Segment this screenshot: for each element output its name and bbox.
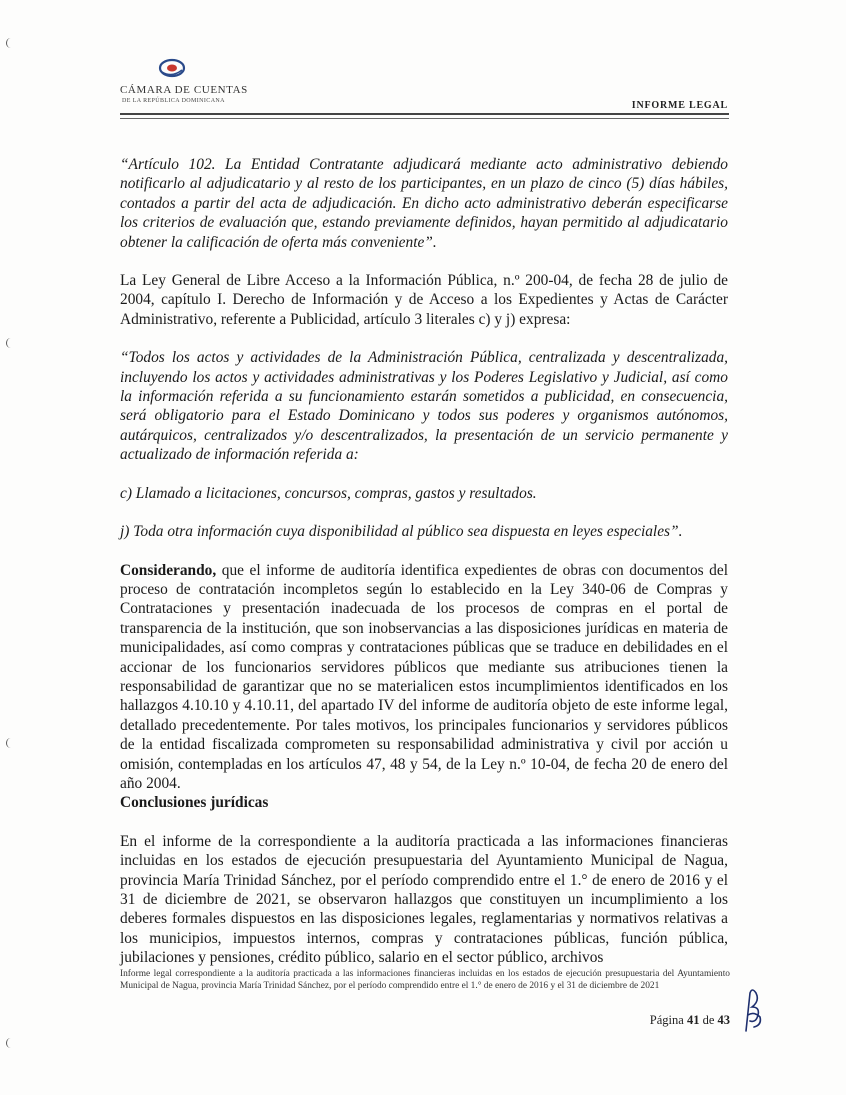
page-prefix: Página	[649, 1013, 687, 1027]
document-body	[120, 155, 728, 968]
institution-subtitle: DE LA REPÚBLICA DOMINICANA	[122, 98, 225, 104]
paragraph-law-200-04: La Ley General de Libre Acceso a la Información Pública, n.º 200-04, de fecha 28 de julio de 2004, capítulo I. Derecho de Información y de Acceso a los Expedientes y Actas de Carácter Administrativo, referente a Publicidad, artículo 3 literales c) y j) expresa:	[120, 272, 728, 328]
paragraph-considerando	[120, 561, 728, 794]
quote-article-3: “Todos los actos y actividades de la Administración Pública, centralizada y descentralizada, incluyendo los actos y actividades administrativas y los Poderes Legislativo y Judicial, así como la información referida a su funcionamiento estarán sometidos a publicidad, en consecuencia, será obligatorio para el Estado Dominicano y todos sus poderes y organismos autónomos, autárquicos, centralizados y/o descentralizados, la presentación de un servicio permanente y actualizado de información referida a:	[120, 349, 728, 464]
page-total: 43	[717, 1013, 730, 1027]
header-rule	[120, 113, 729, 115]
page-number	[650, 1013, 730, 1028]
paragraph-conclusion: En el informe de la correspondiente a la auditoría practicada a las informaciones financieras incluidas en los estados de ejecución presupuestaria del Ayuntamiento Municipal de Nagua, provincia María Trinidad Sánchez, por el período comprendido entre el 1.° de enero de 2016 y el 31 de diciembre de 2021, se observaron hallazgos que constituyen un incumplimiento a los deberes formales dispuestos en las disposiciones legales, reglamentarias y normativos relativas a los municipios, impuestos internos, compras y contrataciones públicas, función pública, jubilaciones y pensiones, crédito público, salario en el sector público, archivos	[120, 832, 728, 967]
considerando-label: Considerando,	[120, 561, 217, 579]
header-rule-thin	[120, 118, 729, 119]
page-current: 41	[686, 1013, 700, 1027]
quote-item-j: j) Toda otra información cuya disponibilidad al público sea dispuesta en leyes especiales”.	[120, 523, 683, 541]
page-mid: de	[699, 1013, 718, 1027]
handwritten-initials-icon	[740, 985, 764, 1035]
considerando-text: que el informe de auditoría identifica expedientes de obras con documentos del proceso de contratación incompletos según lo establecido en la Ley 340-06 de Compras y Contrataciones y presentación inadecuada de los procesos de compras en el portal de transparencia de la institución, que son inobservancias a las disposiciones jurídicas en materia de municipalidades, así como compras y contrataciones públicas que se traduce en debilidades en el accionar de los funcionarios servidores públicos que mediante sus atribuciones tienen la responsabilidad de garantizar que no se materialicen estos incumplimientos identificados en los hallazgos 4.10.10 y 4.10.11, del apartado IV del informe de auditoría objeto de este informe legal, detallado precedentemente. Por tales motivos, los principales funcionarios y servidores públicos de la entidad fiscalizada comprometen su responsabilidad administrativa y civil por acción u omisión, contempladas en los artículos 47, 48 y 54, de la Ley n.º 10-04, de fecha 20 de enero del año 2004.	[120, 561, 728, 792]
punch-mark	[6, 738, 15, 748]
punch-mark	[6, 338, 15, 348]
footer-note: Informe legal correspondiente a la auditoría practicada a las informaciones financieras incluidas en los estados de ejecución presupuestaria del Ayuntamiento Municipal de Nagua, provincia María Trinidad Sánchez, por el período comprendido entre el 1.° de enero de 2016 y el 31 de diciembre de 2021	[120, 969, 730, 991]
quote-item-c: c) Llamado a licitaciones, concursos, compras, gastos y resultados.	[120, 484, 537, 502]
quote-article-102: “Artículo 102. La Entidad Contratante adjudicará mediante acto administrativo debiendo notificarlo al adjudicatario y al resto de los participantes, en un plazo de cinco (5) días hábiles, contados a partir del acta de adjudicación. En dicho acto administrativo deberán especificarse los criterios de evaluación que, estando previamente definidos, hayan permitido al adjudicatario obtener la calificación de oferta más conveniente”.	[120, 156, 728, 251]
institution-logo-icon	[158, 58, 186, 78]
section-heading-conclusiones: Conclusiones jurídicas	[120, 794, 269, 812]
punch-mark	[6, 38, 15, 48]
institution-name: CÁMARA DE CUENTAS	[120, 84, 248, 96]
punch-mark	[6, 1038, 15, 1048]
document-type-label: INFORME LEGAL	[631, 100, 728, 111]
